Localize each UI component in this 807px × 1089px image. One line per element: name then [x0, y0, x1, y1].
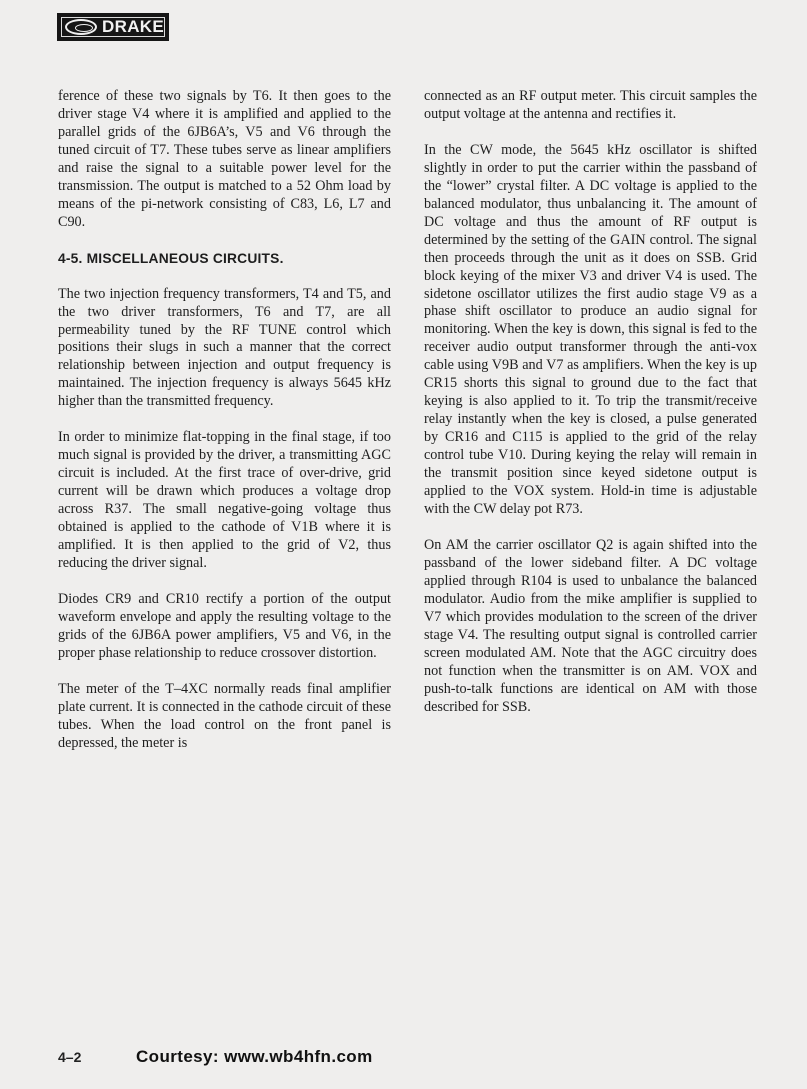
right-paragraph-3: On AM the carrier oscillator Q2 is again shifted into the passband of the lower sideband filter. A DC voltage applied through R104 is used to unbalance the balanced modulator. Audio from the mike amplifier is supplied to V7 which provides modulation to the screen of the driver stage V4. The resulting output signal is controlled carrier screen modulated AM. Note that the AGC circuitry does not function when the transmitter is on AM. VOX and push-to-talk functions are identical on AM with those described for SSB. [424, 536, 757, 715]
drake-logo [57, 13, 169, 41]
right-paragraph-1: connected as an RF output meter. This circuit samples the output voltage at the antenna and rectifies it. [424, 88, 757, 122]
left-paragraph-2: The two injection frequency transformers, T4 and T5, and the two driver transformers, T6 and T7, are all permeability tuned by the RF TUNE control which positions their slugs in such a manner that the correct relationship between injection and output frequency is maintained. The injection frequency is always 5645 kHz higher than the transmitted frequency. [58, 285, 391, 410]
left-paragraph-3: In order to minimize flat-topping in the final stage, if too much signal is provided by the driver, a transmitting AGC circuit is included. At the first trace of over-drive, grid current will be drawn which produces a voltage drop across R37. The small negative-going voltage thus obtained is applied to the cathode of V1B where it is amplified. It is then applied to the grid of V2, thus reducing the driver signal. [58, 429, 391, 571]
left-paragraph-1: ference of these two signals by T6. It then goes to the driver stage V4 where it is amplified and applied to the parallel grids of the 6JB6A’s, V5 and V6 through the tuned circuit of T7. These tubes serve as linear amplifiers and raise the signal to a suitable power level for the transmission. The output is matched to a 52 Ohm load by means of the pi-network consisting of C83, L6, L7 and C90. [58, 88, 391, 230]
left-column [58, 88, 391, 771]
drake-emblem-icon [65, 19, 97, 35]
logo-text: DRAKE [102, 17, 164, 36]
section-heading: 4-5. MISCELLANEOUS CIRCUITS. [58, 250, 284, 266]
right-paragraph-2: In the CW mode, the 5645 kHz oscillator is shifted slightly in order to put the carrier within the passband of the “lower” crystal filter. A DC voltage is applied to the balanced modulator, thus unbalancing it. The amount of DC voltage and thus the amount of RF output is determined by the setting of the GAIN control. The signal then proceeds through the unit as it does on SSB. Grid block keying of the mixer V3 and driver V4 is used. The sidetone oscillator utilizes the first audio stage V9 as a phase shift oscillator to produce an audio signal for monitoring. When the key is down, this signal is fed to the receiver audio output transformer through the anti-vox cable using V9B and V7 as amplifiers. When the key is up CR15 shorts this signal to ground due to the fact that keying is also applied to it. To trip the transmit/receive relay instantly when the key is closed, a pulse generated by CR16 and C115 is applied to the grid of the relay control tube V10. During keying the relay will remain in the transmit position since keyed sidetone output is applied to the VOX system. Hold-in time is adjustable with the CW delay pot R73. [424, 141, 757, 517]
left-paragraph-4: Diodes CR9 and CR10 rectify a portion of the output waveform envelope and apply the resulting voltage to the grids of the 6JB6A power amplifiers, V5 and V6, in the proper phase relationship to reduce crossover distortion. [58, 590, 391, 661]
left-paragraph-5: The meter of the T–4XC normally reads final amplifier plate current. It is connected in the cathode circuit of these tubes. When the load control on the front panel is depressed, the meter is [58, 680, 391, 751]
page-number: 4–2 [58, 1049, 82, 1065]
courtesy-watermark: Courtesy: www.wb4hfn.com [136, 1047, 373, 1066]
right-column [424, 88, 757, 734]
logo-frame [61, 17, 165, 37]
